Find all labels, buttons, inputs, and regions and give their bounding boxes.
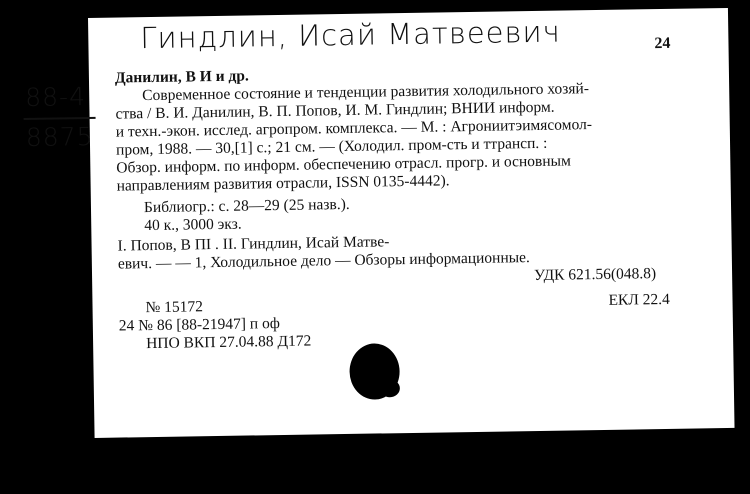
card-number: 24 bbox=[654, 34, 671, 53]
handwritten-code-top: 88-4 bbox=[25, 82, 87, 112]
price-note: 40 к., 3000 экз. bbox=[144, 215, 242, 235]
body-line: пром, 1988. — 30,[1] с.; 21 см. — (Холодил. пром-сть и ттрансп. : bbox=[115, 134, 548, 159]
body-line: Обзор. информ. по информ. обеспечению отрасл. прогр. и основным bbox=[116, 152, 571, 177]
handwritten-name: Гиндлин, Исай Матвеевич bbox=[140, 14, 561, 56]
npo-line: НПО ВКП 27.04.88 Д172 bbox=[145, 332, 312, 353]
order-number: № 15172 bbox=[145, 298, 204, 317]
tracing-line: I. Попов, В ПI . II. Гиндлин, Исай Матве- bbox=[117, 233, 390, 255]
tracing-line: евич. — — 1, Холодильное дело — Обзоры информационные. bbox=[117, 249, 530, 273]
punch-hole-tab bbox=[380, 379, 400, 397]
title-line: Современное состояние и тенденции развития холодильного хозяй- bbox=[142, 80, 590, 105]
ekl-code: ЕКЛ 22.4 bbox=[608, 290, 670, 309]
handwritten-code-bottom: 8875 bbox=[25, 121, 94, 152]
handwritten-divider bbox=[24, 117, 96, 120]
bibliography-note: Библиогр.: с. 28—29 (25 назв.). bbox=[143, 195, 350, 217]
body-line: ства / В. И. Данилин, В. П. Попов, И. М. Гиндлин; ВНИИ информ. bbox=[115, 98, 555, 123]
catalog-card bbox=[25, 8, 735, 438]
registration-line: 24 № 86 [88-21947] п оф bbox=[118, 315, 280, 335]
author-heading: Данилин, В И и др. bbox=[114, 67, 249, 87]
udk-code: УДК 621.56(048.8) bbox=[533, 265, 657, 285]
body-line: направлениям развития отрасли, ISSN 0135-4442). bbox=[116, 172, 450, 195]
body-line: и техн.-экон. исслед. агропром. комплекса. — М. : Агрониитэимясомол- bbox=[115, 116, 593, 141]
